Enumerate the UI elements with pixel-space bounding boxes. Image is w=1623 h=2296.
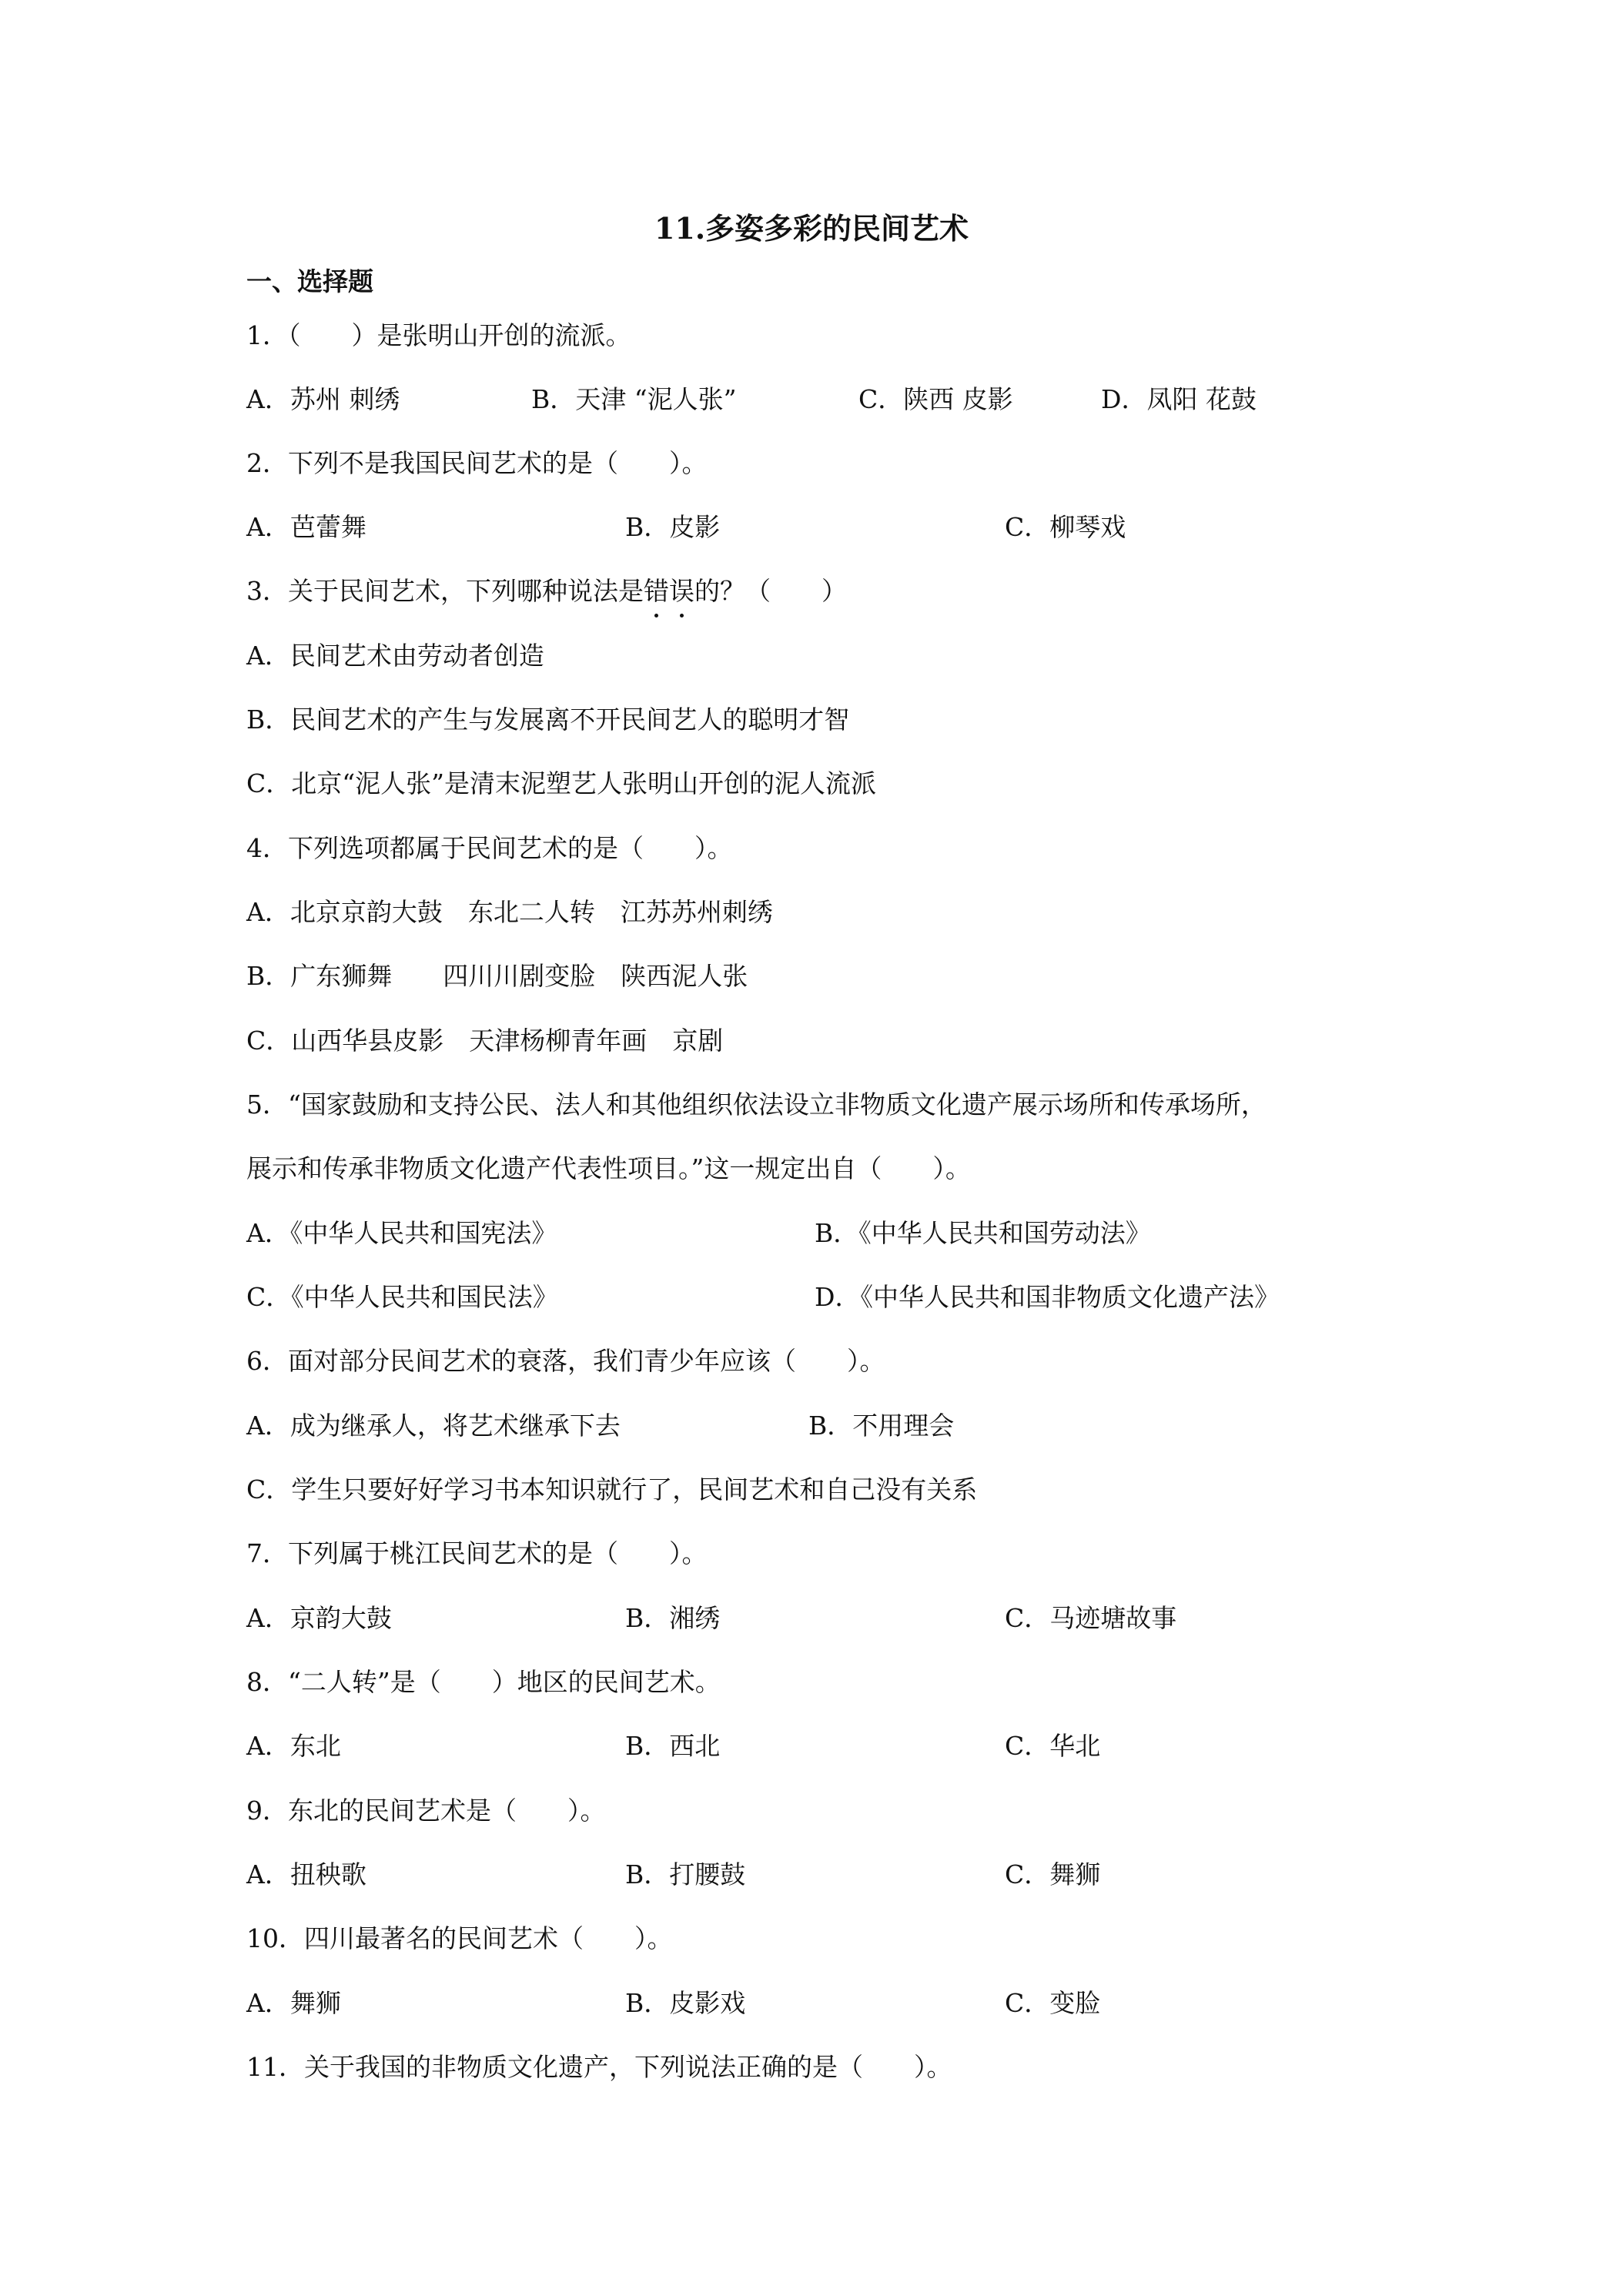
question-8-option-a: A．东北 [246,1731,341,1761]
question-7-option-b: B．湘绣 [625,1603,721,1633]
question-1-option-b: B．天津 “泥人张” [531,384,737,414]
question-10-option-c: C．变脸 [1005,1988,1101,2018]
emphasis-dot [654,614,658,618]
question-1-option-c: C．陕西 皮影 [858,384,1013,414]
question-3-emphasis-text: 错误 [644,576,694,606]
question-5-option-a: A．《中华人民共和国宪法》 [246,1218,557,1248]
question-7-option-c: C．马迹塘故事 [1005,1603,1177,1633]
question-2-stem: 2．下列不是我国民间艺术的是（ ）。 [246,448,708,478]
question-2-option-c: C．柳琴戏 [1005,512,1126,542]
section-heading: 一、选择题 [246,266,373,296]
question-1-option-a: A．苏州 刺绣 [246,384,400,414]
question-4-stem: 4．下列选项都属于民间艺术的是（ ）。 [246,833,733,863]
emphasis-dot [680,614,684,618]
question-5-option-b: B．《中华人民共和国劳动法》 [815,1218,1151,1248]
question-3-stem-start: 3．关于民间艺术，下列哪种说法是 [246,576,644,606]
question-1-option-d: D．凤阳 花鼓 [1101,384,1257,414]
question-2-option-b: B．皮影 [625,512,721,542]
question-3-option-c: C．北京“泥人张”是清末泥塑艺人张明山开创的泥人流派 [246,768,876,798]
question-3-option-a: A．民间艺术由劳动者创造 [246,641,544,671]
question-4-option-b: B．广东狮舞 四川川剧变脸 陕西泥人张 [246,961,748,991]
question-9-option-b: B．打腰鼓 [625,1859,746,1889]
question-4-option-a: A．北京京韵大鼓 东北二人转 江苏苏州刺绣 [246,897,773,927]
question-6-option-c: C．学生只要好好学习书本知识就行了，民间艺术和自己没有关系 [246,1474,978,1504]
question-1-stem: 1．（ ）是张明山开创的流派。 [246,320,631,350]
question-9-option-a: A．扭秧歌 [246,1859,366,1889]
question-4-option-c: C．山西华县皮影 天津杨柳青年画 京剧 [246,1026,724,1056]
question-6-option-a: A．成为继承人，将艺术继承下去 [246,1411,621,1441]
question-5-option-d: D．《中华人民共和国非物质文化遗产法》 [815,1282,1280,1312]
page-title: 11.多姿多彩的民间艺术 [654,211,969,246]
question-3-stem [246,574,847,608]
question-11-stem: 11．关于我国的非物质文化遗产，下列说法正确的是（ ）。 [246,2052,952,2082]
question-3-stem-end: 的？（ ） [694,576,847,606]
question-7-option-a: A．京韵大鼓 [246,1603,392,1633]
question-2-option-a: A．芭蕾舞 [246,512,366,542]
question-8-option-c: C．华北 [1005,1731,1101,1761]
question-8-option-b: B．西北 [625,1731,721,1761]
question-5-option-c: C．《中华人民共和国民法》 [246,1282,558,1312]
question-6-option-b: B．不用理会 [808,1411,955,1441]
question-10-option-a: A．舞狮 [246,1988,341,2018]
question-9-option-c: C．舞狮 [1005,1859,1101,1889]
question-3-emphasis [644,574,694,608]
question-3-option-b: B．民间艺术的产生与发展离不开民间艺人的聪明才智 [246,705,850,735]
question-5-stem-line-2: 展示和传承非物质文化遗产代表性项目。”这一规定出自（ ）。 [246,1153,971,1183]
question-10-stem: 10．四川最著名的民间艺术（ ）。 [246,1923,673,1953]
question-5-stem-line-1: 5．“国家鼓励和支持公民、法人和其他组织依法设立非物质文化遗产展示场所和传承场所， [246,1089,1267,1120]
question-9-stem: 9．东北的民间艺术是（ ）。 [246,1796,606,1826]
question-7-stem: 7．下列属于桃江民间艺术的是（ ）。 [246,1538,708,1568]
question-10-option-b: B．皮影戏 [625,1988,746,2018]
question-6-stem: 6．面对部分民间艺术的衰落，我们青少年应该（ ）。 [246,1346,885,1376]
question-8-stem: 8．“二人转”是（ ）地区的民间艺术。 [246,1667,721,1697]
